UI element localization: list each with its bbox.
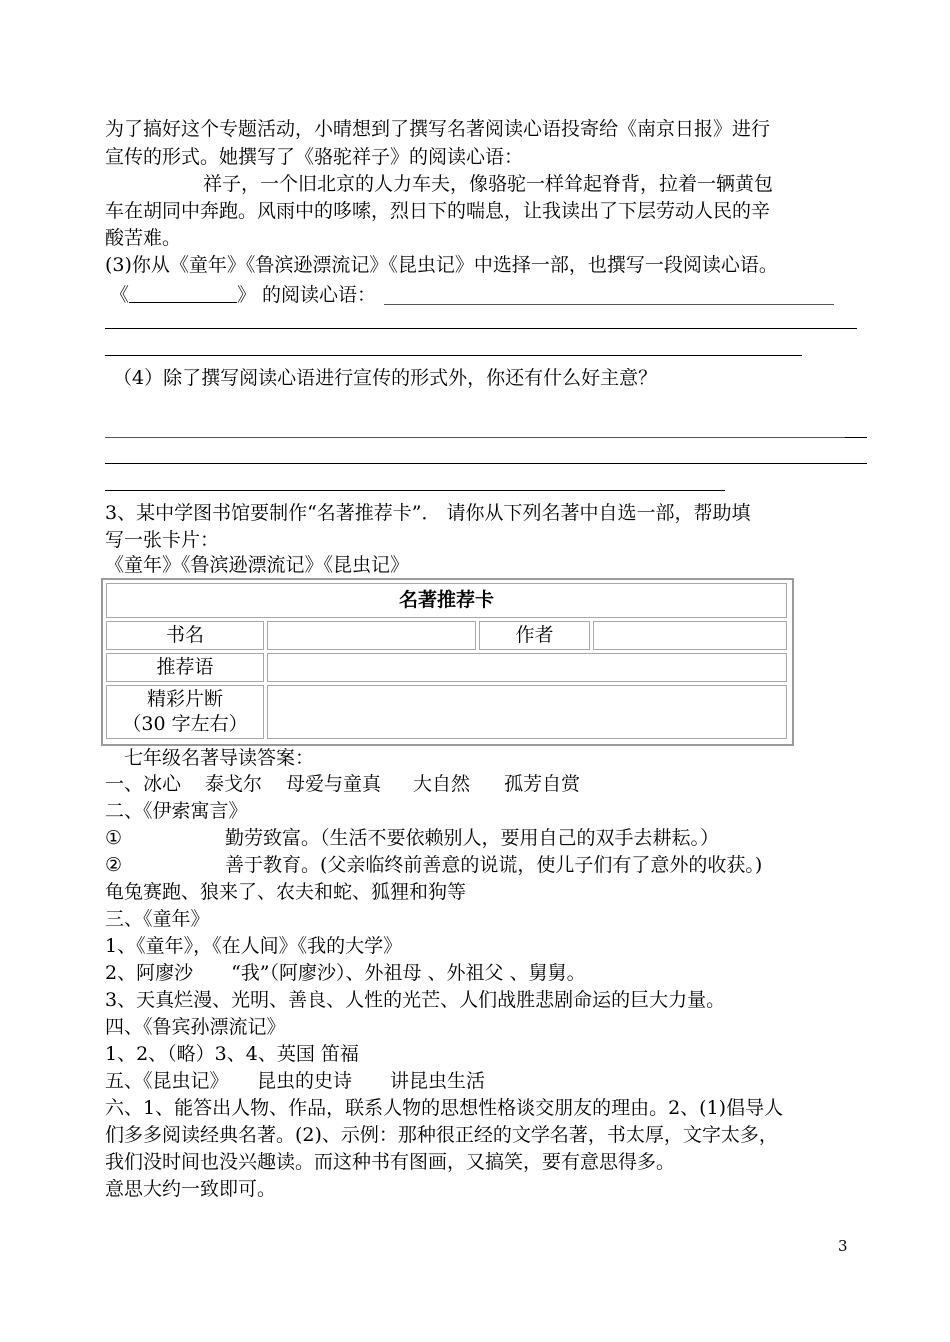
example-line-3: 酸苦难。 (105, 227, 182, 249)
answer-line-1[interactable] (105, 328, 857, 329)
card-title: 名著推荐卡 (106, 583, 787, 618)
answer-2-a (105, 825, 720, 851)
answer-2-c: 龟兔赛跑、狼来了、农夫和蛇、狐狸和狗等 (105, 881, 467, 903)
answer-6-line-3: 我们没时间也没兴趣读。而这种书有图画，又搞笑，要有意思得多。 (105, 1151, 676, 1173)
answer-line-3[interactable] (105, 437, 845, 438)
answers-heading: 七年级名著导读答案： (124, 747, 315, 769)
answer-6-line-2: 们多多阅读经典名著。(2)、示例：那种很正经的文学名著，书太厚，文字太多， (105, 1124, 778, 1146)
answer-1-b: 泰戈尔 (205, 773, 263, 795)
answer-1-e: 孤芳自赏 (504, 773, 581, 795)
page-number: 3 (838, 1237, 848, 1255)
author-label: 作者 (479, 621, 590, 650)
answer-section-3-title: 三、《童年》 (105, 908, 210, 930)
excerpt-label-cell (106, 685, 264, 739)
answer-section-2-title: 二、《伊索寓言》 (105, 800, 248, 822)
answer-3-1: 1、《童年》，《在人间》《我的大学》 (105, 935, 403, 957)
book-name-field[interactable] (267, 621, 476, 650)
book-blank-line (110, 282, 834, 308)
answer-line-2[interactable] (105, 355, 802, 356)
q2-line-2: 宣传的形式。她撰写了《骆驼祥子》的阅读心语： (105, 146, 524, 168)
recommendation-card (101, 578, 794, 746)
answer-2-a-number: ① (105, 827, 123, 849)
answer-3-2: 2、阿廖沙 “我”（阿廖沙）、外祖母 、外祖父 、舅舅。 (105, 962, 586, 984)
answer-6-line-1: 六、1、能答出人物、作品，联系人物的思想性格谈交朋友的理由。2、(1)倡导人 (105, 1097, 784, 1119)
answer-1-a: 一、冰心 (105, 773, 182, 795)
answer-1-c: 母爱与童真 (286, 773, 382, 795)
answer-section-5: 五、《昆虫记》 昆虫的史诗 讲昆虫生活 (105, 1070, 486, 1092)
answer-2-a-text: 勤劳致富。（生活不要依赖别人，要用自己的双手去耕耘。） (225, 827, 720, 849)
answer-line-4[interactable] (105, 463, 867, 464)
example-text-1: 祥子，一个旧北京的人力车夫，像骆驼一样耸起脊背，拉着一辆黄包 (203, 173, 774, 195)
answer-2-b-text: 善于教育。(父亲临终前善意的说谎，使儿子们有了意外的收获。) (225, 854, 763, 876)
author-field[interactable] (593, 621, 787, 650)
sub-question-4: （4）除了撰写阅读心语进行宣传的形式外，你还有什么好主意？ (113, 367, 658, 389)
example-line-2: 车在胡同中奔跑。风雨中的哆嗦，烈日下的喘息，让我读出了下层劳动人民的辛 (105, 200, 771, 222)
answer-section-4-title: 四、《鲁宾孙漂流记》 (105, 1016, 286, 1038)
open-bracket: 《 (110, 284, 130, 306)
recommend-field[interactable] (267, 653, 787, 682)
answer-2-b (105, 852, 763, 878)
answer-section-1 (105, 771, 580, 797)
q2-line-1: 为了搞好这个专题活动，小晴想到了撰写名著阅读心语投寄给《南京日报》进行 (105, 118, 771, 140)
recommend-label: 推荐语 (106, 653, 264, 682)
book-name-label: 书名 (106, 621, 264, 650)
reading-note-label: 》 的阅读心语： (237, 284, 377, 306)
reading-note-blank[interactable] (384, 286, 834, 305)
answer-3-3: 3、天真烂漫、光明、善良、人性的光芒、人们战胜悲剧命运的巨大力量。 (105, 989, 726, 1011)
answer-1-d: 大自然 (413, 773, 471, 795)
example-line-1 (105, 171, 773, 197)
excerpt-field[interactable] (267, 685, 787, 739)
q3-line-2: 写一张卡片： (105, 529, 220, 551)
answer-line-3-end (845, 437, 867, 438)
q3-line-1: 3、某中学图书馆要制作“名著推荐卡”． 请你从下列名著中自选一部，帮助填 (105, 502, 751, 524)
answer-2-b-number: ② (105, 854, 123, 876)
book-title-blank[interactable] (129, 284, 237, 303)
answer-line-5[interactable] (105, 490, 725, 491)
excerpt-label: 精彩片断 (146, 688, 223, 710)
answer-6-line-4: 意思大约一致即可。 (105, 1178, 277, 1200)
answer-4-1: 1、2、（略）3、4、英国 笛福 (105, 1043, 359, 1065)
sub-question-3: (3)你从《童年》《鲁滨逊漂流记》《昆虫记》中选择一部，也撰写一段阅读心语。 (105, 254, 778, 276)
excerpt-note: （30 字左右） (122, 713, 248, 735)
q3-books: 《童年》《鲁滨逊漂流记》《昆虫记》 (105, 554, 410, 576)
